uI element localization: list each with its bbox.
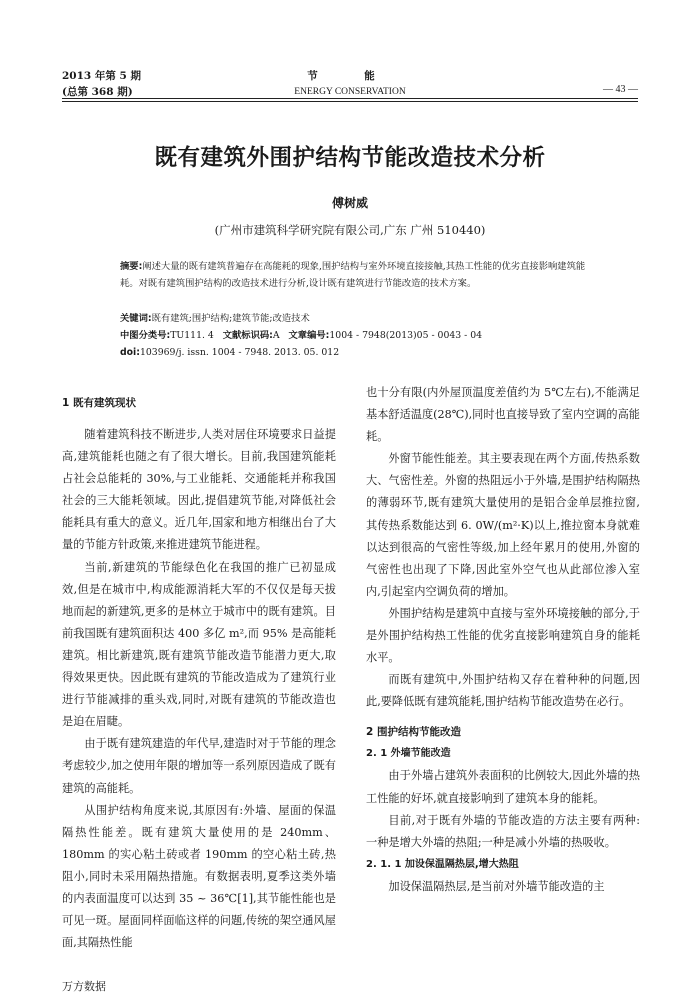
journal-name-cn: 节 能 [307,70,393,82]
paragraph: 也十分有限(内外屋顶温度差值约为 5℃左右),不能满足基本舒适温度(28℃),同时也直接导致了室内空调的高能耗。 [366,386,640,444]
paragraph: 而既有建筑中,外围护结构又存在着种种的问题,因此,要降低既有建筑能耗,围护结构节能改造势在必行。 [366,673,640,709]
header-rule [62,98,638,99]
paragraph: 外窗节能性能差。其主要表现在两个方面,传热系数大、气密性差。外窗的热阻远小于外墙,是围护结构隔热的薄弱环节,既有建筑大量使用的是铝合金单层推拉窗,其传热系数能达到 6. 0W/(m²·K)以上,推拉窗本身就难以达到很高的气密性等级,加上经年累月的使用,外窗的气密性也出现了下降,因此室外空气也从此部位渗入室内,引起室内空调负荷的增加。 [366,452,640,598]
total-issue-number: (总第 368 期) [62,86,133,98]
section-2-heading: 2 围护结构节能改造 [366,726,461,739]
abstract-text: 阐述大量的既有建筑普遍存在高能耗的现象,围护结构与室外环境直接接触,其热工性能的优劣直接影响建筑能耗。对既有建筑围护结构的改造技术进行分析,设计既有建筑进行节能改造的技术方案。 [120,261,586,289]
article-title: 既有建筑外围护结构节能改造技术分析 [154,145,546,171]
author-affiliation: (广州市建筑科学研究院有限公司,广东 广州 510440) [214,223,486,237]
clc-label: 中图分类号: [120,330,171,341]
page-number: — 43 — [603,84,638,95]
abstract-label: 摘要: [120,261,143,272]
classification-line [120,327,588,344]
section-2-1-1-heading: 2. 1. 1 加设保温隔热层,增大热阻 [366,858,519,870]
abstract [120,258,588,292]
issue-info [62,68,141,100]
right-column [366,382,640,898]
author-name: 傅树威 [331,196,368,210]
clc-value: TU111. 4 [170,330,214,341]
section-2-1-heading: 2. 1 外墙节能改造 [366,748,451,760]
section-1-heading: 1 既有建筑现状 [62,397,136,409]
paragraph: 从围护结构角度来说,其原因有:外墙、屋面的保温隔热性能差。既有建筑大量使用的是 240mm、180mm 的实心粘土砖或者 190mm 的空心粘土砖,热阻小,同时未采用隔热措施。有数据表明,夏季这类外墙的内表面温度可以达到 35 ~ 36℃[1],其节能性能也是可见一斑。屋面同样面临这样的问题,传统的架空通风屋面,其隔热性能 [62,803,336,950]
journal-name-en: ENERGY CONSERVATION [294,87,406,97]
paragraph: 由于既有建筑建造的年代早,建造时对于节能的理念考虑较少,加之使用年限的增加等一系列原因造成了既有建筑的高能耗。 [62,737,336,795]
doi-line [120,344,588,361]
paragraph: 由于外墙占建筑外表面积的比例较大,因此外墙的热工性能的好坏,就直接影响到了建筑本身的能耗。 [366,769,640,805]
paragraph: 随着建筑科技不断进步,人类对居住环境要求日益提高,建筑能耗也随之有了很大增长。目前,我国建筑能耗占社会总能耗的 30%,与工业能耗、交通能耗并称我国社会的三大能耗领域。因此,提倡建筑节能,对降低社会能耗具有重大的意义。近几年,国家和地方相继出台了大量的节能方针政策,来推进建筑节能进程。 [62,428,336,552]
header-rule-thin [62,101,638,102]
keywords-text: 既有建筑;围护结构;建筑节能;改造技术 [151,313,310,324]
spacer [62,414,336,424]
paragraph: 目前,对于既有外墙的节能改造的方法主要有两种:一种是增大外墙的热阻;一种是减小外墙的热吸收。 [366,813,640,849]
journal-name [250,68,450,100]
doc-code-label: 文献标识码: [222,330,273,341]
left-column [62,392,336,954]
issue-number: 2013 年第 5 期 [62,70,141,82]
doi-label: doi: [120,347,140,358]
keywords-label: 关键词: [120,313,152,324]
paragraph: 当前,新建筑的节能绿色化在我国的推广已初显成效,但是在城市中,构成能源消耗大军的不仅仅是每天拔地而起的新建筑,更多的是林立于城市中的既有建筑。目前我国既有建筑面积达 400 多亿 m²,而 95% 是高能耗建筑。相比新建筑,既有建筑节能改造节能潜力更大,取得效果更快。因此既有建筑的节能改造成为了建筑行业进行节能减排的重头戏,同时,对既有建筑的节能改造也是迫在眉睫。 [62,560,336,729]
article-no-value: 1004 - 7948(2013)05 - 0043 - 04 [329,330,483,341]
paragraph: 加设保温隔热层,是当前对外墙节能改造的主 [388,879,605,893]
watermark: 万方数据 [62,980,106,993]
doi-value: 103969/j. issn. 1004 - 7948. 2013. 05. 012 [139,347,340,358]
article-no-label: 文章编号: [288,330,330,341]
paragraph: 外围护结构是建筑中直接与室外环境接触的部分,于是外围护结构热工性能的优劣直接影响建筑自身的能耗水平。 [366,606,640,665]
keywords [120,310,588,327]
doc-code-value: A [272,330,280,341]
